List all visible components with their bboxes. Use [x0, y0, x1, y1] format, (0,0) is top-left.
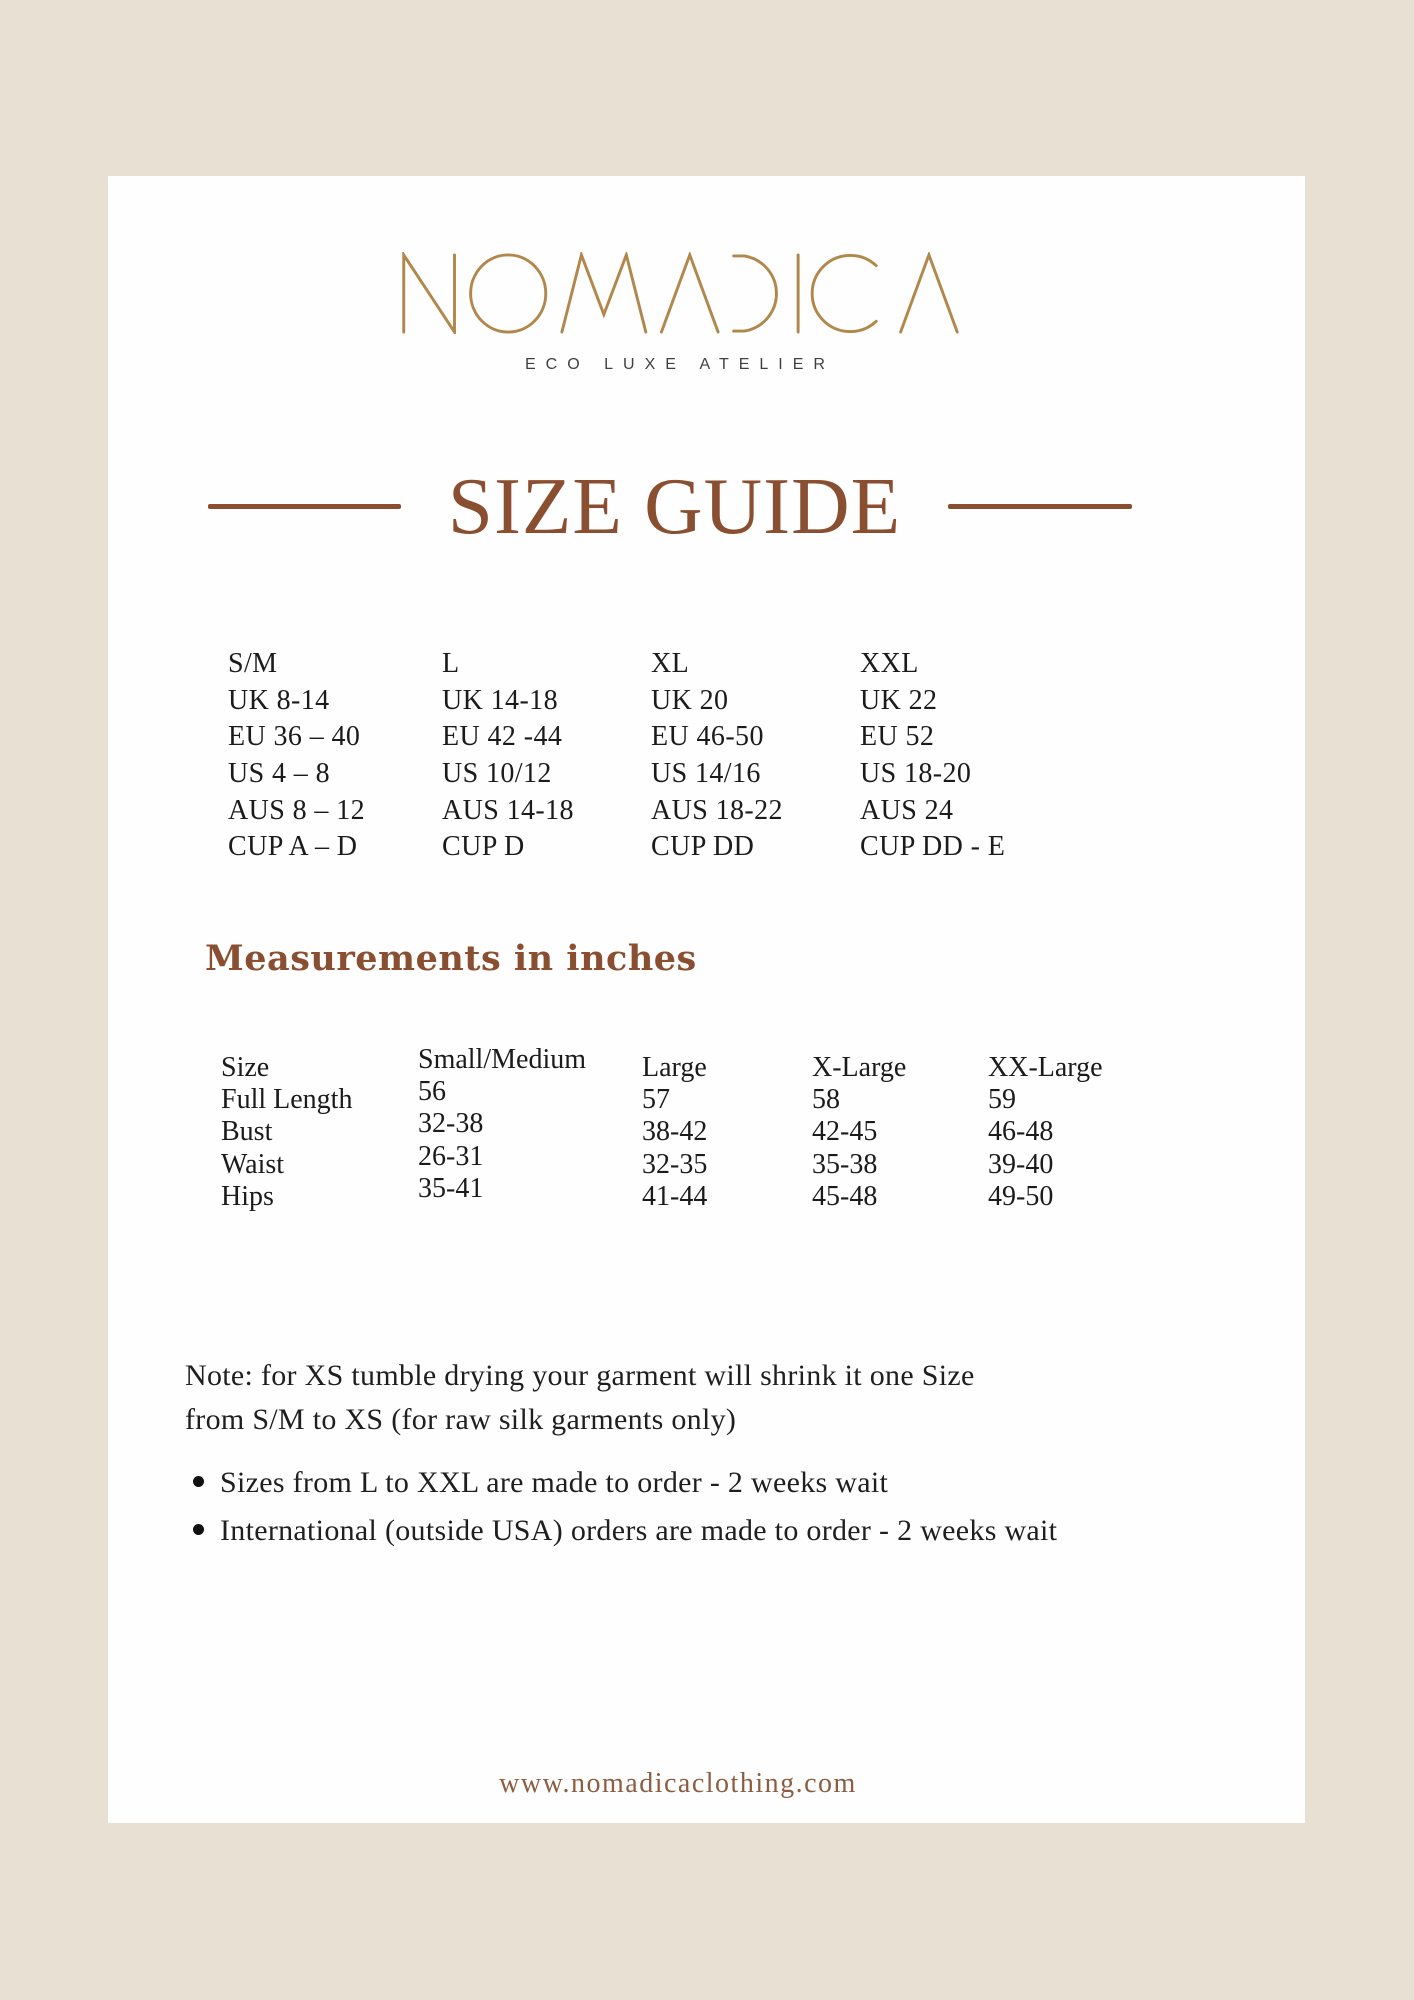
- cell-value: 35-41: [418, 1172, 484, 1204]
- size-cup: CUP DD - E: [860, 831, 1006, 863]
- size-uk: UK 20: [651, 684, 729, 716]
- measurements-column-small-medium: [418, 1044, 586, 1205]
- size-uk: UK 8-14: [228, 684, 330, 716]
- size-us: US 14/16: [651, 758, 761, 790]
- size-cup: CUP DD: [651, 831, 755, 863]
- size-uk: UK 22: [860, 684, 938, 716]
- cell-value: 39-40: [988, 1148, 1054, 1180]
- size-column-xl: [651, 646, 783, 866]
- column-header: Small/Medium: [418, 1044, 586, 1075]
- size-aus: AUS 24: [860, 794, 954, 826]
- title-rule-right: [948, 504, 1132, 509]
- shrink-note-line1: Note: for XS tumble drying your garment will shrink it one Size: [185, 1359, 975, 1392]
- measurements-column-x-large: [812, 1052, 906, 1213]
- size-cup: CUP A – D: [228, 831, 358, 863]
- size-label: XXL: [860, 648, 919, 679]
- row-label-waist: Waist: [221, 1148, 285, 1180]
- measurements-column-large: [642, 1052, 707, 1213]
- size-eu: EU 46-50: [651, 721, 764, 753]
- bullet-dot-icon: [193, 1476, 204, 1487]
- list-item: [193, 1510, 1098, 1551]
- size-us: US 4 – 8: [228, 758, 330, 790]
- cell-value: 56: [418, 1076, 446, 1108]
- size-column-sm: [228, 646, 365, 866]
- cell-value: 35-38: [812, 1148, 878, 1180]
- size-aus: AUS 18-22: [651, 794, 783, 826]
- list-item-text: Sizes from L to XXL are made to order - 2 weeks wait: [220, 1466, 889, 1499]
- size-uk: UK 14-18: [442, 684, 558, 716]
- website-url: www.nomadicaclothing.com: [499, 1768, 857, 1799]
- size-us: US 18-20: [860, 758, 972, 790]
- shrink-note-line2: from S/M to XS (for raw silk garments only): [185, 1403, 737, 1436]
- measurements-heading: Measurements in inches: [205, 938, 697, 979]
- size-eu: EU 36 – 40: [228, 721, 361, 753]
- bullet-dot-icon: [193, 1524, 204, 1535]
- cell-value: 41-44: [642, 1180, 708, 1212]
- brand-tagline: ECO LUXE ATELIER: [525, 356, 835, 373]
- nomadica-wordmark-icon: [400, 252, 960, 334]
- cell-value: 57: [642, 1084, 670, 1116]
- size-aus: AUS 14-18: [442, 794, 574, 826]
- size-eu: EU 42 -44: [442, 721, 563, 753]
- title-rule-left: [208, 504, 401, 509]
- cell-value: 59: [988, 1084, 1016, 1116]
- row-label-full-length: Full Length: [221, 1084, 353, 1116]
- size-aus: AUS 8 – 12: [228, 794, 366, 826]
- size-label: XL: [651, 648, 690, 679]
- column-header: Large: [642, 1052, 707, 1083]
- size-column-xxl: [860, 646, 1005, 866]
- list-item-text: International (outside USA) orders are made to order - 2 weeks wait: [220, 1514, 1058, 1547]
- title-row: [208, 462, 1132, 550]
- cell-value: 42-45: [812, 1116, 878, 1148]
- order-info-list: [193, 1462, 1098, 1558]
- size-label: S/M: [228, 648, 278, 679]
- column-header: X-Large: [812, 1052, 907, 1083]
- measurements-column-xx-large: [988, 1052, 1103, 1213]
- nomadica-logo: [400, 252, 960, 336]
- page-title: SIZE GUIDE: [447, 461, 902, 551]
- measurements-row-labels: [221, 1052, 352, 1213]
- size-guide-card: [108, 176, 1305, 1823]
- column-header: XX-Large: [988, 1052, 1103, 1083]
- cell-value: 26-31: [418, 1140, 484, 1172]
- cell-value: 32-35: [642, 1148, 708, 1180]
- shrink-note: [185, 1354, 975, 1442]
- size-us: US 10/12: [442, 758, 552, 790]
- cell-value: 49-50: [988, 1180, 1054, 1212]
- size-eu: EU 52: [860, 721, 935, 753]
- size-cup: CUP D: [442, 831, 525, 863]
- row-label-bust: Bust: [221, 1116, 273, 1148]
- cell-value: 58: [812, 1084, 840, 1116]
- row-label-hips: Hips: [221, 1180, 274, 1212]
- cell-value: 45-48: [812, 1180, 878, 1212]
- cell-value: 32-38: [418, 1108, 484, 1140]
- row-label-size: Size: [221, 1052, 270, 1083]
- list-item: [193, 1462, 1098, 1503]
- size-label: L: [442, 648, 460, 679]
- size-column-l: [442, 646, 574, 866]
- cell-value: 46-48: [988, 1116, 1054, 1148]
- cell-value: 38-42: [642, 1116, 708, 1148]
